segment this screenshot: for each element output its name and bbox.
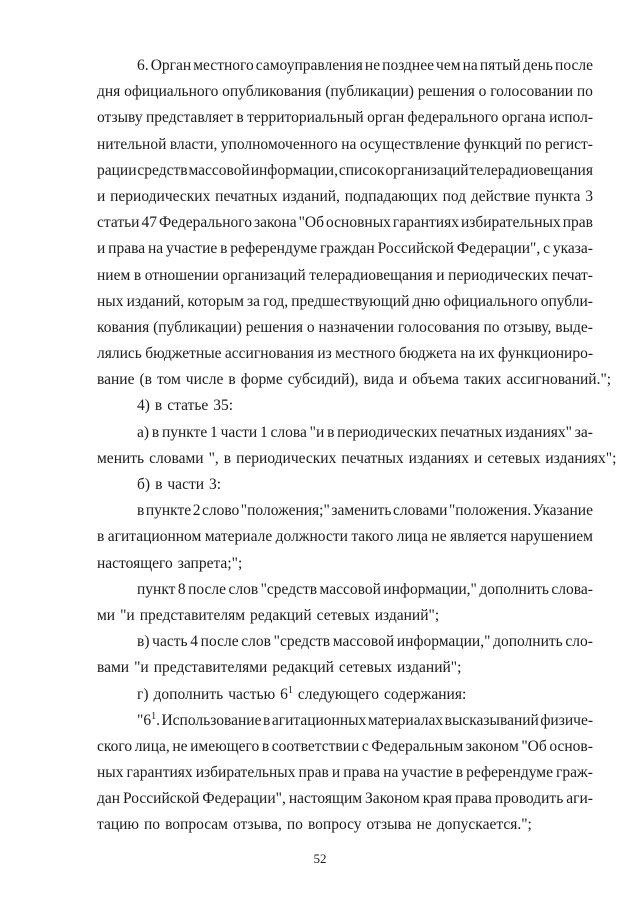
body-text <box>97 56 617 842</box>
text-line: нием в отношении организаций телерадиовещания и периодических печат- <box>97 266 593 284</box>
text-line: ных гарантиях избирательных прав и права на участие в референдуме граж- <box>97 764 593 782</box>
text-line: вами "и представителями редакций сетевых изданий"; <box>97 659 462 677</box>
text-line: статьи 47 Федерального закона "Об основных гарантиях избирательных прав <box>97 214 593 232</box>
text-line: кования (публикации) решения о назначении голосования по отзыву, выде- <box>97 318 593 336</box>
text-line: в) часть 4 после слов "средств массовой информации," дополнить сло- <box>137 633 593 651</box>
text-line: пункт 8 после слов "средств массовой информации," дополнить слова- <box>137 580 593 598</box>
text-line: в агитационном материале должности такого лица не является нарушением <box>97 528 593 546</box>
text-line: дня официального опубликования (публикации) решения о голосовании по <box>97 83 593 101</box>
text-line: отзыву представляет в территориальный орган федерального органа испол- <box>97 109 593 127</box>
text-line: тацию по вопросам отзыва, по вопросу отзыва не допускается."; <box>97 816 532 834</box>
text-line: 6. Орган местного самоуправления не позднее чем на пятый день после <box>137 57 593 74</box>
text-line: вание (в том числе в форме субсидий), вида и объема таких ассигнований."; <box>97 371 612 389</box>
text-line: рации средств массовой информации, список организаций телерадиовещания <box>97 161 593 179</box>
text-line: г) дополнить частью $6^1$ следующего содержания: <box>137 684 467 703</box>
text-line: а) в пункте 1 части 1 слова "и в периодических печатных изданиях" за- <box>137 423 593 441</box>
text-line: и права на участие в референдуме граждан Российской Федерации", с указа- <box>97 240 593 258</box>
text-line: в пункте 2 слово "положения;" заменить словами "положения. Указание <box>137 502 593 520</box>
text-line: "$6^1$. Использование в агитационных материалах высказываний физиче- <box>137 710 593 729</box>
text-line: б) в части 3: <box>137 476 222 493</box>
text-line: лялись бюджетные ассигнования из местного бюджета на их функциониро- <box>97 345 593 363</box>
text-line: дан Российской Федерации", настоящим Законом края права проводить аги- <box>97 790 593 808</box>
text-line: менить словами ", в периодических печатных изданиях и сетевых изданиях"; <box>97 449 617 467</box>
page-number: 52 <box>313 851 327 866</box>
text-line: нительной власти, уполномоченного на осуществление функций по регист- <box>97 135 593 153</box>
text-line: ми "и представителям редакций сетевых изданий"; <box>97 606 440 624</box>
text-line: настоящего запрета;"; <box>97 554 243 572</box>
text-line: и периодических печатных изданий, подпадающих под действие пункта 3 <box>97 187 593 205</box>
text-line: ных изданий, которым за год, предшествующий дню официального опубли- <box>97 292 593 310</box>
text-line: 4) в статье 35: <box>137 397 234 415</box>
text-line: ского лица, не имеющего в соответствии с Федеральным законом "Об основ- <box>97 737 593 755</box>
